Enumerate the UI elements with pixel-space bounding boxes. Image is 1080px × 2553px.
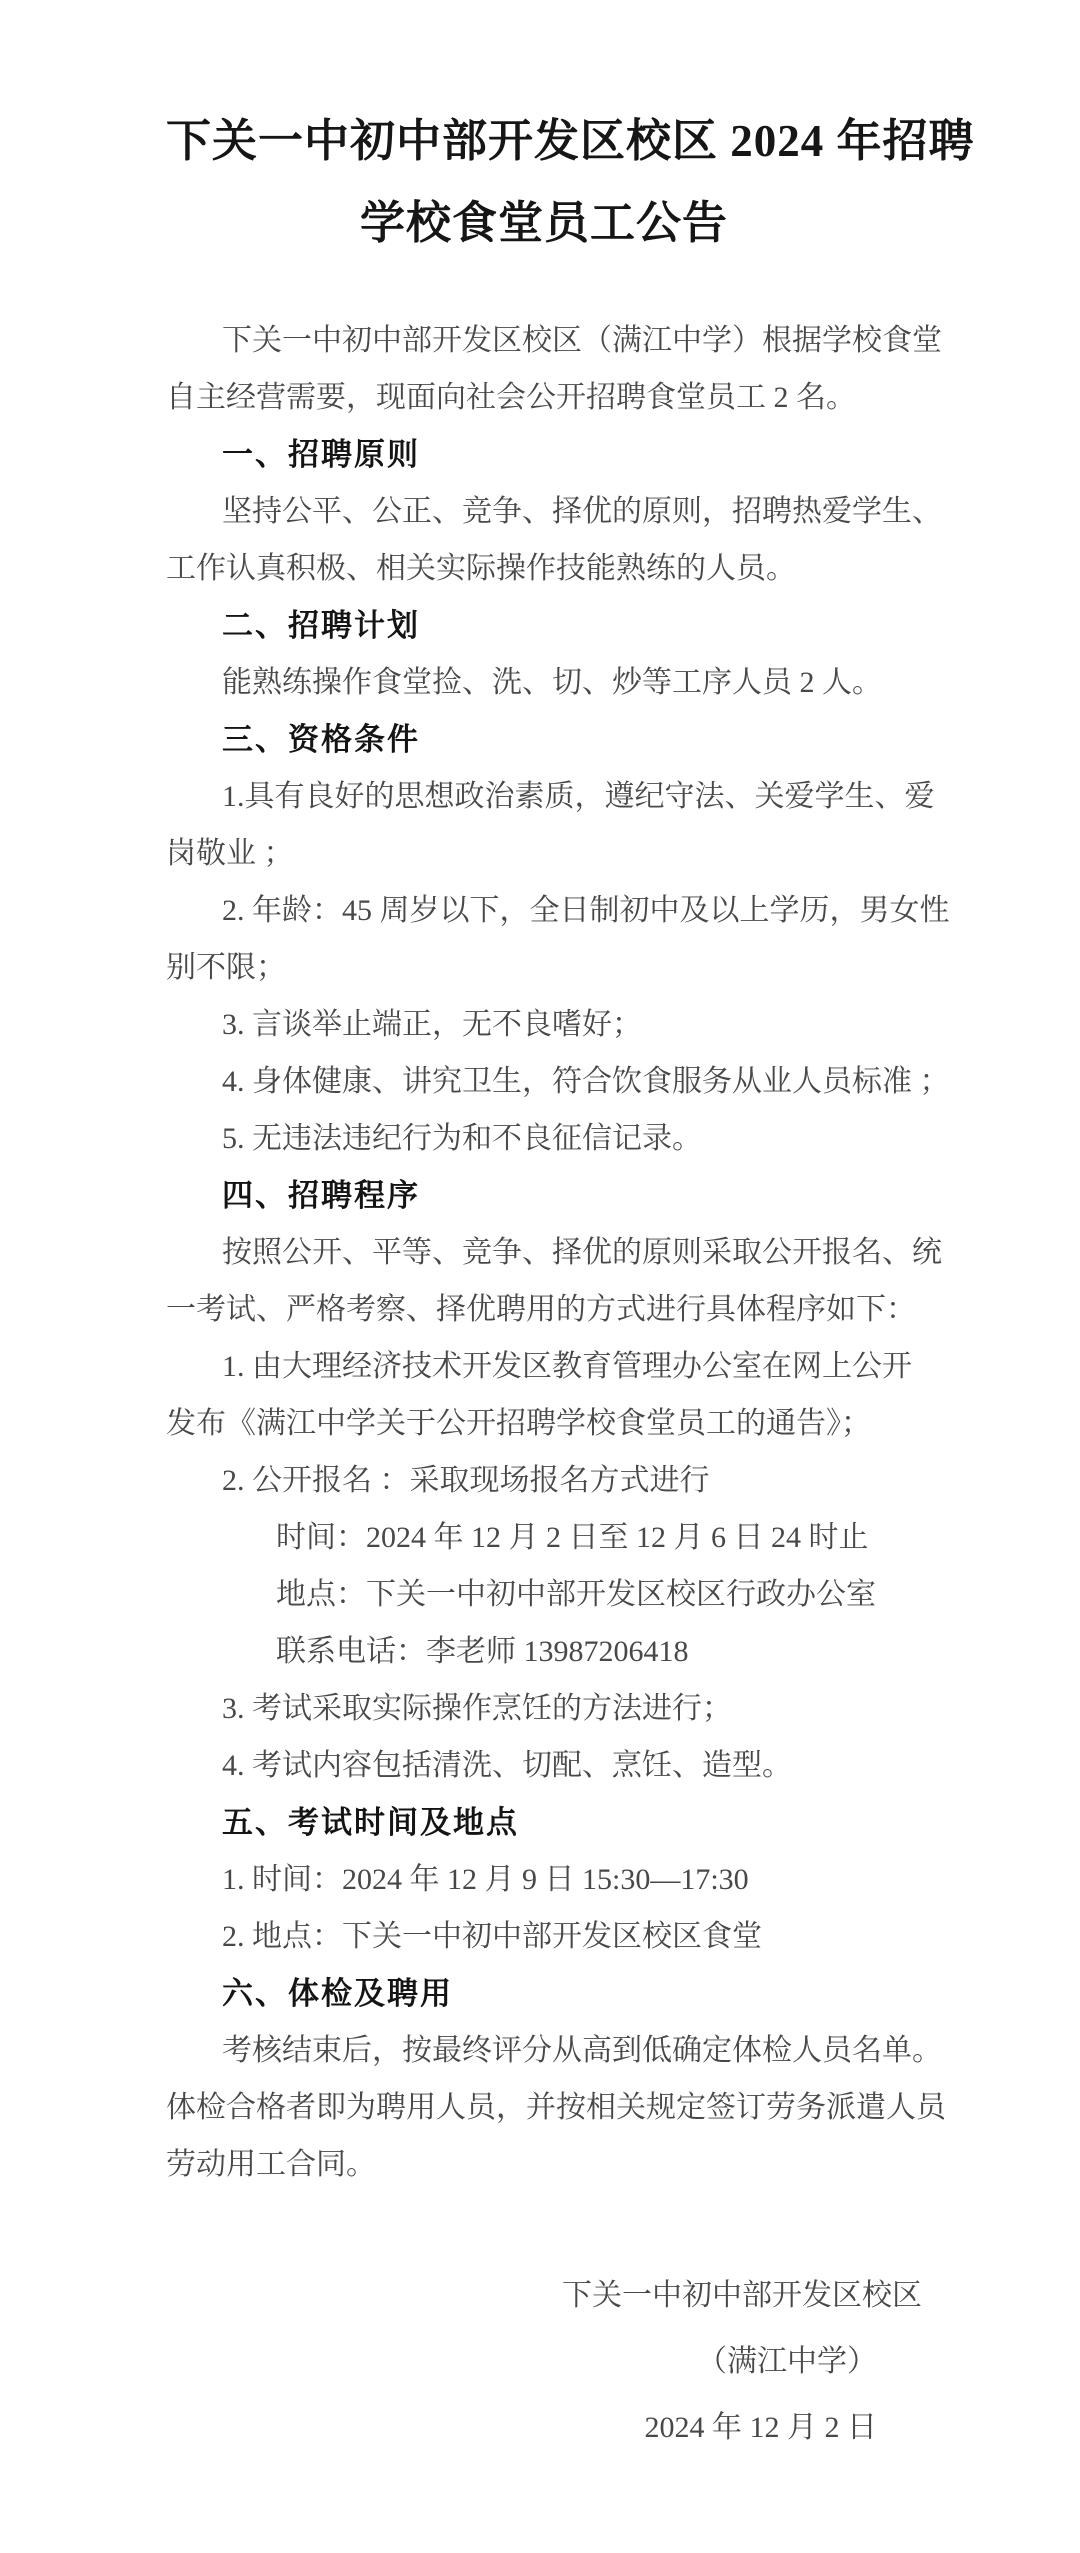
page-title-line-2: 学校食堂员工公告 (359, 198, 728, 248)
document-line: 2. 年龄：45 周岁以下，全日制初中及以上学历，男女性 (222, 894, 950, 927)
document-line: 体检合格者即为聘用人员，并按相关规定签订劳务派遣人员 (166, 2091, 946, 2124)
document-line: 4. 身体健康、讲究卫生，符合饮食服务从业人员标准 ； (222, 1065, 950, 1098)
document-line: 4. 考试内容包括清洗、切配、烹饪、造型。 (222, 1749, 792, 1782)
document-line: 3. 言谈举止端正，无不良嗜好； (222, 1008, 642, 1041)
page-title-line-1: 下关一中初中部开发区校区 2024 年招聘 (166, 116, 975, 166)
document-line: 自主经营需要，现面向社会公开招聘食堂员工 2 名。 (166, 381, 856, 414)
document-line: 地点：下关一中初中部开发区校区行政办公室 (276, 1578, 876, 1611)
signature-school-alias: （满江中学） (697, 2345, 877, 2378)
signature-date: 2024 年 12 月 2 日 (644, 2411, 877, 2444)
document-line: 考核结束后，按最终评分从高到低确定体检人员名单。 (222, 2034, 942, 2067)
document-line: 1. 时间：2024 年 12 月 9 日 15:30—17:30 (222, 1863, 749, 1896)
document-line: 能熟练操作食堂捡、洗、切、炒等工序人员 2 人。 (222, 666, 882, 699)
document-line: 1. 由大理经济技术开发区教育管理办公室在网上公开 (222, 1350, 912, 1383)
document-line: 1.具有良好的思想政治素质，遵纪守法、关爱学生、爱 (222, 780, 935, 813)
section-heading: 四、招聘程序 (222, 1178, 420, 1213)
document-line: 按照公开、平等、竞争、择优的原则采取公开报名、统 (222, 1236, 942, 1269)
section-heading: 二、招聘计划 (222, 608, 420, 643)
document-body (166, 312, 950, 2193)
document-line: 5. 无违法违纪行为和不良征信记录。 (222, 1122, 702, 1155)
document-line: 别不限； (166, 951, 286, 984)
document-line: 时间：2024 年 12 月 2 日至 12 月 6 日 24 时止 (276, 1521, 869, 1554)
document-line: 工作认真积极、相关实际操作技能熟练的人员。 (166, 552, 796, 585)
document-line: 3. 考试采取实际操作烹饪的方法进行； (222, 1692, 732, 1725)
signature-school: 下关一中初中部开发区校区 (562, 2279, 922, 2312)
document-line: 发布《满江中学关于公开招聘学校食堂员工的通告》； (166, 1407, 871, 1440)
section-heading: 五、考试时间及地点 (222, 1805, 519, 1840)
document-line: 岗敬业 ； (166, 837, 294, 870)
document-line: 劳动用工合同。 (166, 2148, 376, 2181)
section-heading: 三、资格条件 (222, 722, 420, 757)
section-heading: 一、招聘原则 (222, 437, 420, 472)
document-line: 2. 地点：下关一中初中部开发区校区食堂 (222, 1920, 762, 1953)
document-line: 2. 公开报名 ：采取现场报名方式进行 (222, 1464, 710, 1497)
document-line: 坚持公平、公正、竞争、择优的原则，招聘热爱学生、 (222, 495, 942, 528)
document-line: 一考试、严格考察、择优聘用的方式进行具体程序如下： (166, 1293, 916, 1326)
document-line: 联系电话：李老师 13987206418 (276, 1635, 689, 1668)
section-heading: 六、体检及聘用 (222, 1976, 453, 2011)
document-line: 下关一中初中部开发区校区（满江中学）根据学校食堂 (222, 324, 942, 357)
signature-block (166, 2263, 922, 2461)
